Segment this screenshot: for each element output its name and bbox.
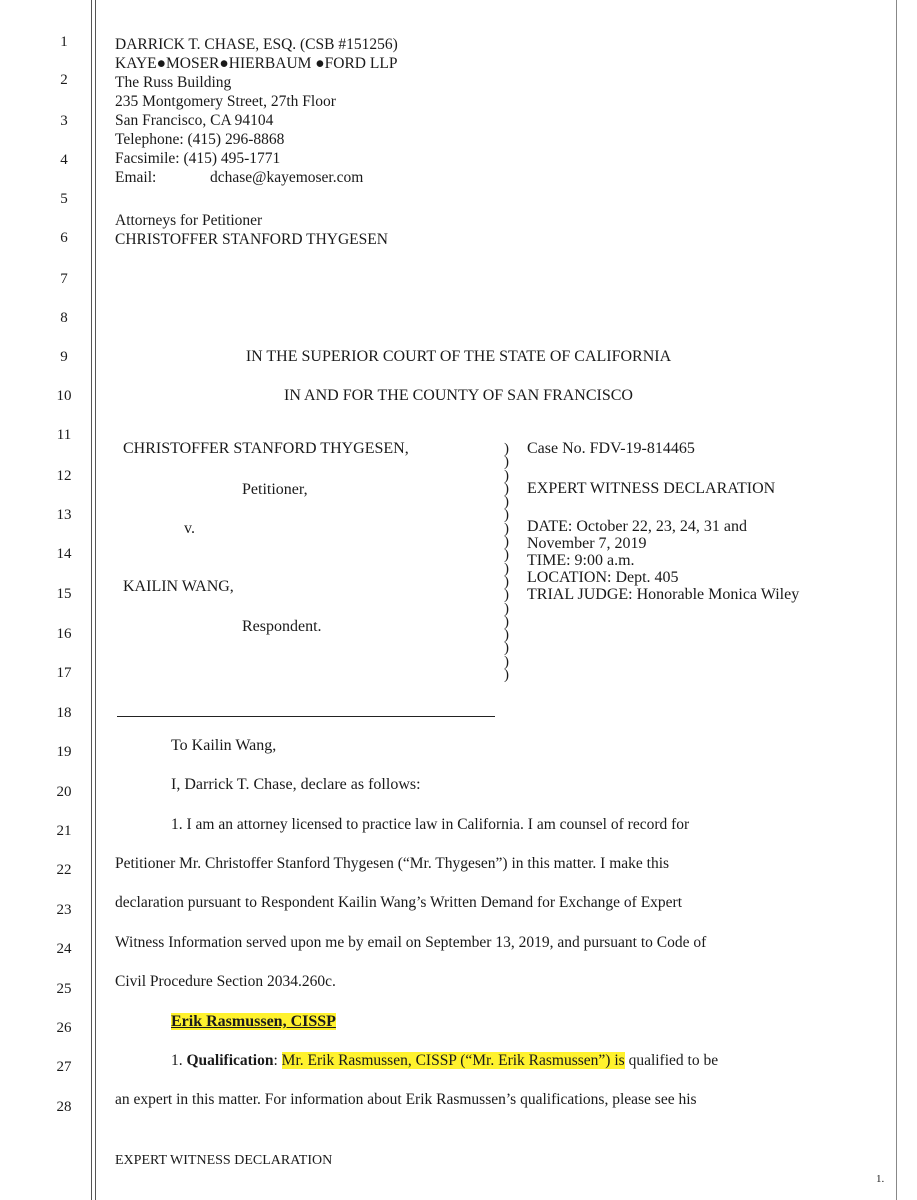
firm-name: KAYE●MOSER●HIERBAUM ●FORD LLP [115,55,398,72]
line-number: 9 [60,349,68,365]
right-margin-rule [896,0,897,1200]
line-number: 17 [56,665,72,681]
line-number: 20 [56,784,72,800]
line-number: 5 [60,191,68,207]
line-number: 16 [56,626,72,642]
paragraph-line: declaration pursuant to Respondent Kailin Wang’s Written Demand for Exchange of Expert [115,894,683,911]
qualification-label: Qualification [186,1052,274,1069]
line-number: 7 [60,271,68,287]
caption-respondent-name: KAILIN WANG, [123,578,234,595]
qualification-highlight: Mr. Erik Rasmussen, CISSP (“Mr. Erik Rasmussen”) is [281,1052,625,1069]
attorneys-for [115,211,388,249]
attorneys-for-label: Attorneys for Petitioner [115,212,263,229]
document-title: EXPERT WITNESS DECLARATION [527,480,776,497]
caption-versus: v. [184,520,195,537]
line-number: 10 [56,388,72,404]
line-number: 11 [56,427,72,443]
telephone: Telephone: (415) 296-8868 [115,131,285,148]
line-number: 21 [56,823,72,839]
hearing-date: DATE: October 22, 23, 24, 31 and [527,518,747,535]
facsimile: Facsimile: (415) 495-1771 [115,150,281,167]
footer-title: EXPERT WITNESS DECLARATION [115,1153,333,1168]
email-label: Email: [115,169,157,186]
line-number: 28 [56,1099,72,1115]
email-line [115,168,398,187]
line-number: 13 [56,507,72,523]
caption-petitioner-name: CHRISTOFFER STANFORD THYGESEN, [123,440,409,457]
line-number: 19 [56,744,72,760]
line-number: 12 [56,468,72,484]
paragraph-line: 1. I am an attorney licensed to practice law in California. I am counsel of record for [171,816,690,833]
page-number: 1. [876,1173,885,1185]
line-number: 26 [56,1020,72,1036]
qualification-line [171,1052,718,1070]
qualification-colon: : [273,1052,278,1069]
line-number: 8 [60,310,68,326]
line-number: 6 [60,230,68,246]
building-name: The Russ Building [115,74,232,91]
paragraph-line: Petitioner Mr. Christoffer Stanford Thygesen (“Mr. Thygesen”) in this matter. I make this [115,855,670,872]
caption-rule [117,716,495,717]
line-number: 2 [60,72,68,88]
expert-heading-text: Erik Rasmussen, CISSP [171,1013,336,1030]
line-number: 24 [56,941,72,957]
city-state-zip: San Francisco, CA 94104 [115,112,274,129]
line-number: 27 [56,1059,72,1075]
hearing-location: LOCATION: Dept. 405 [527,569,679,586]
line-number: 18 [56,705,72,721]
line-number: 14 [56,546,72,562]
qualification-number: 1. [171,1052,183,1069]
caption-parentheses: ) ) ) ) ) ) ) ) ) ) ) ) ) ) ) ) ) ) [504,441,509,684]
court-county: IN AND FOR THE COUNTY OF SAN FRANCISCO [284,387,633,404]
caption-petitioner-role: Petitioner, [242,481,308,498]
attorney-header [115,35,398,187]
line-number: 1 [60,34,68,50]
caption-respondent-role: Respondent. [242,618,322,635]
trial-judge: TRIAL JUDGE: Honorable Monica Wiley [527,586,800,603]
line-number: 22 [56,862,72,878]
petitioner-name-header: CHRISTOFFER STANFORD THYGESEN [115,231,388,248]
line-number: 3 [60,113,68,129]
qualification-rest: qualified to be [628,1052,719,1069]
court-title: IN THE SUPERIOR COURT OF THE STATE OF CALIFORNIA [245,348,672,365]
line-number: 25 [56,981,72,997]
hearing-date-cont: November 7, 2019 [527,535,647,552]
paragraph-line: an expert in this matter. For information about Erik Rasmussen’s qualifications, please see his [115,1091,697,1108]
paragraph-line: Civil Procedure Section 2034.260c. [115,973,336,990]
email-value: dchase@kayemoser.com [210,169,364,186]
hearing-time: TIME: 9:00 a.m. [527,552,635,569]
hearing-info [527,518,799,603]
line-number: 4 [60,152,68,168]
declaration-intro: I, Darrick T. Chase, declare as follows: [171,776,421,793]
paragraph-line: Witness Information served upon me by email on September 13, 2019, and pursuant to Code of [115,934,707,951]
line-number: 15 [56,586,72,602]
salutation: To Kailin Wang, [171,737,277,754]
left-margin-rule-inner [95,0,96,1200]
case-number: Case No. FDV-19-814465 [527,440,695,457]
street-address: 235 Montgomery Street, 27th Floor [115,93,336,110]
attorney-name: DARRICK T. CHASE, ESQ. (CSB #151256) [115,36,398,53]
line-number: 23 [56,902,72,918]
left-margin-rule [91,0,92,1200]
expert-heading [171,1013,336,1031]
